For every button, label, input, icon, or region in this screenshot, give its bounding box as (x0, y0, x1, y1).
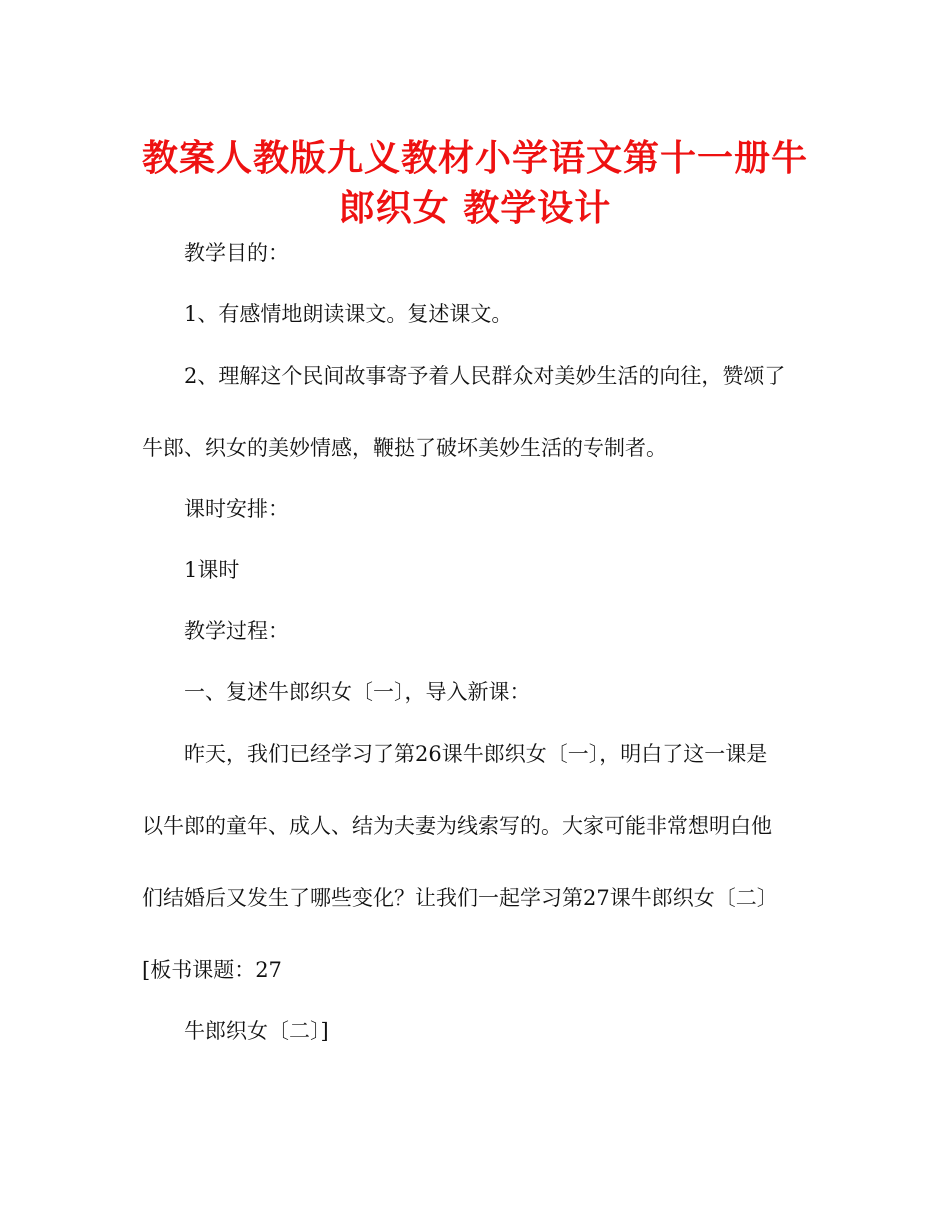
section-heading-schedule: 课时安排： (184, 497, 289, 521)
paragraph-line-2: 以牛郎的童年、成人、结为夫妻为线索写的。大家可能非常想明白他 (142, 814, 772, 838)
goal-item-2-line-2: 牛郎、织女的美妙情感，鞭挞了破坏美妙生活的专制者。 (142, 436, 667, 460)
schedule-value: 1课时 (184, 558, 240, 582)
document-title-line-2: 郎织女 教学设计 (338, 188, 612, 229)
blackboard-note-line-2: 牛郎织女〔二〕] (184, 1019, 329, 1043)
process-step-1-heading: 一、复述牛郎织女〔一〕，导入新课： (184, 680, 531, 704)
document-title-line-1: 教案人教版九义教材小学语文第十一册牛 (141, 138, 808, 179)
section-heading-process: 教学过程： (184, 619, 289, 643)
goal-item-2-line-1: 2、理解这个民间故事寄予着人民群众对美妙生活的向往，赞颂了 (184, 364, 786, 388)
paragraph-line-1: 昨天，我们已经学习了第26课牛郎织女〔一〕，明白了这一课是 (184, 742, 768, 766)
goal-item-1: 1、有感情地朗读课文。复述课文。 (184, 302, 513, 326)
blackboard-note-line-1: [板书课题：27 (142, 958, 282, 982)
section-heading-teaching-goals: 教学目的： (184, 241, 289, 265)
paragraph-line-3: 们结婚后又发生了哪些变化？让我们一起学习第27课牛郎织女〔二〕 (142, 886, 778, 910)
